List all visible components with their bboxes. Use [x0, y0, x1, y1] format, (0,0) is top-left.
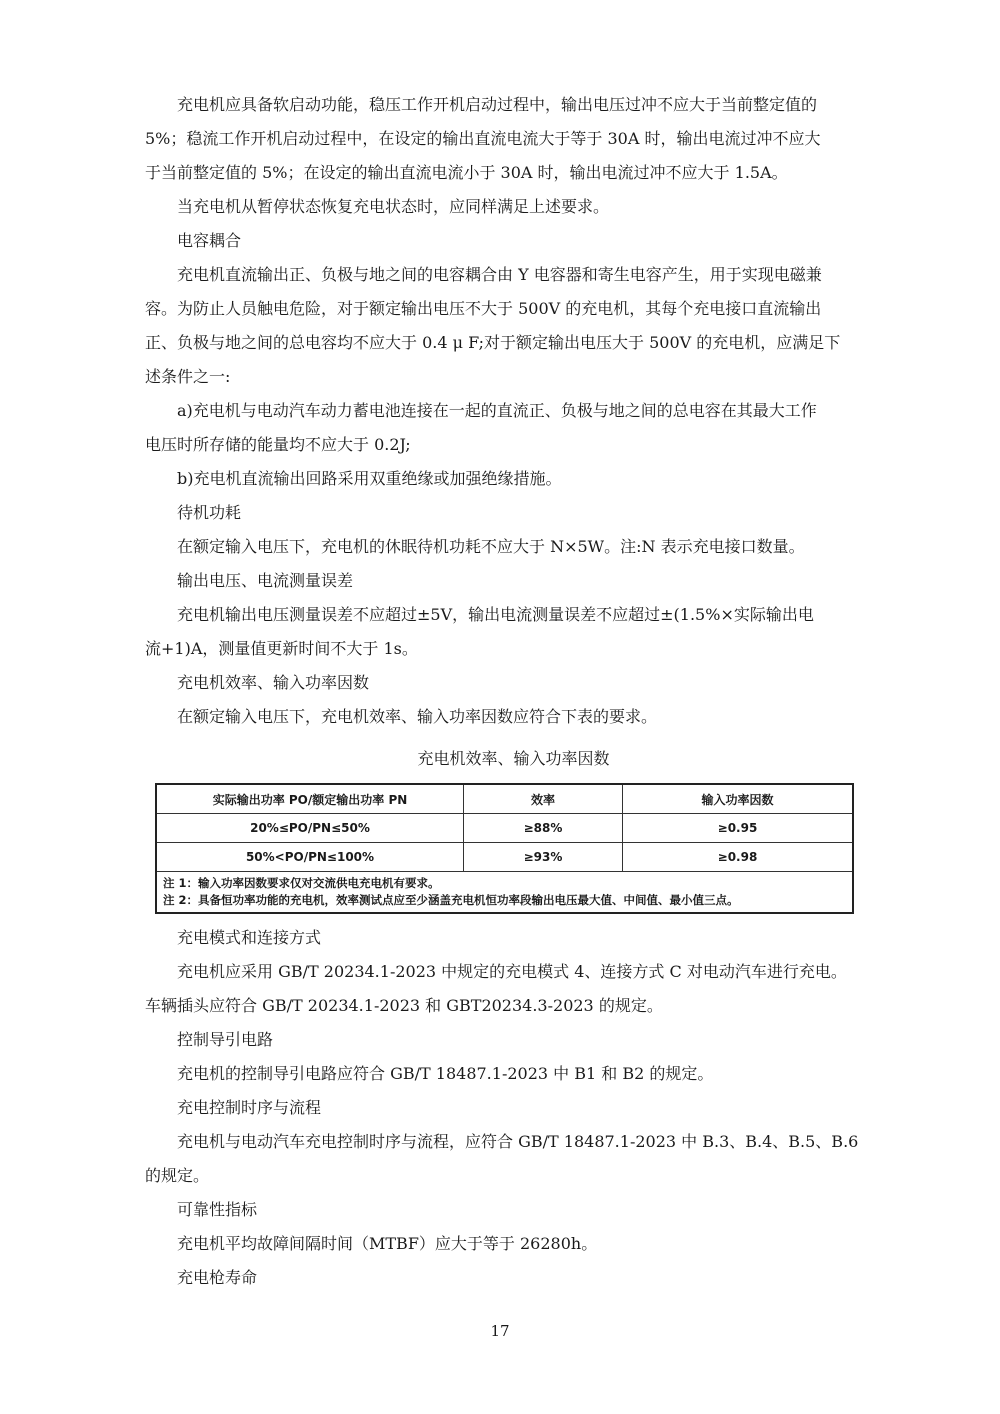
text-line: 的规定。 — [145, 1166, 210, 1185]
body-text-lower — [145, 921, 882, 1295]
body-text-upper — [145, 88, 882, 734]
text-line: 在额定输入电压下，充电机效率、输入功率因数应符合下表的要求。 — [177, 707, 658, 726]
text-line: 充电机效率、输入功率因数 — [177, 673, 370, 692]
text-line: a)充电机与电动汽车动力蓄电池连接在一起的直流正、负极与地之间的总电容在其最大工作 — [177, 401, 817, 420]
text-line: 充电机的控制导引电路应符合 GB/T 18487.1-2023 中 B1 和 B2 的规定。 — [177, 1064, 714, 1083]
table-title: 充电机效率、输入功率因数 — [417, 749, 610, 768]
text-line: 充电控制时序与流程 — [177, 1098, 322, 1117]
text-line: 充电机平均故障间隔时间（MTBF）应大于等于 26280h。 — [177, 1234, 598, 1253]
efficiency-table — [155, 783, 854, 914]
text-line: 可靠性指标 — [177, 1200, 258, 1219]
table-notes — [157, 872, 852, 912]
text-line: 正、负极与地之间的总电容均不应大于 0.4 μ F;对于额定输出电压大于 500V 的充电机，应满足下 — [145, 333, 841, 352]
text-line: 5%；稳流工作开机启动过程中，在设定的输出直流电流大于等于 30A 时，输出电流过冲不应大 — [145, 129, 821, 148]
cell-power-ratio: 50%<PO/PN≤100% — [157, 843, 464, 871]
text-line: 电压时所存储的能量均不应大于 0.2J; — [145, 435, 411, 454]
text-line: 车辆插头应符合 GB/T 20234.1-2023 和 GBT20234.3-2023 的规定。 — [145, 996, 663, 1015]
text-line: 当充电机从暂停状态恢复充电状态时，应同样满足上述要求。 — [177, 197, 610, 216]
text-line: 电容耦合 — [177, 231, 242, 250]
cell-power-factor: ≥0.95 — [717, 821, 758, 835]
text-line: 充电机输出电压测量误差不应超过±5V，输出电流测量误差不应超过±(1.5%×实际输出电 — [177, 605, 814, 624]
text-line: 充电机应具备软启动功能，稳压工作开机启动过程中，输出电压过冲不应大于当前整定值的 — [177, 95, 818, 114]
text-line: 充电模式和连接方式 — [177, 928, 322, 947]
text-line: 在额定输入电压下，充电机的休眠待机功耗不应大于 N×5W。注:N 表示充电接口数量。 — [177, 537, 805, 556]
text-line: 充电枪寿命 — [177, 1268, 258, 1287]
table-row — [157, 814, 852, 843]
page-number: 17 — [490, 1322, 510, 1340]
cell-efficiency: ≥88% — [464, 814, 623, 842]
header-power-factor: 输入功率因数 — [701, 792, 774, 807]
cell-power-ratio: 20%≤PO/PN≤50% — [157, 814, 464, 842]
cell-efficiency: ≥93% — [464, 843, 623, 871]
text-line: 充电机应采用 GB/T 20234.1-2023 中规定的充电模式 4、连接方式 C 对电动汽车进行充电。 — [177, 962, 847, 981]
cell-power-factor: ≥0.98 — [717, 850, 758, 864]
text-line: 充电机直流输出正、负极与地之间的电容耦合由 Y 电容器和寄生电容产生，用于实现电磁兼 — [177, 265, 822, 284]
header-efficiency: 效率 — [464, 785, 623, 813]
table-note: 注 1：输入功率因数要求仅对交流供电充电机有要求。 — [163, 876, 440, 890]
table-header-row — [157, 785, 852, 814]
text-line: 于当前整定值的 5%；在设定的输出直流电流小于 30A 时，输出电流过冲不应大于 1.5A。 — [145, 163, 788, 182]
text-line: 述条件之一: — [145, 367, 231, 386]
text-line: 容。为防止人员触电危险，对于额定输出电压不大于 500V 的充电机，其每个充电接口直流输出 — [145, 299, 822, 318]
text-line: 控制导引电路 — [177, 1030, 274, 1049]
table-note: 注 2：具备恒功率功能的充电机，效率测试点应至少涵盖充电机恒功率段输出电压最大值、中间值、最小值三点。 — [163, 893, 739, 907]
table-row — [157, 843, 852, 872]
text-line: b)充电机直流输出回路采用双重绝缘或加强绝缘措施。 — [177, 469, 562, 488]
text-line: 流+1)A，测量值更新时间不大于 1s。 — [145, 639, 418, 658]
text-line: 输出电压、电流测量误差 — [177, 571, 354, 590]
text-line: 充电机与电动汽车充电控制时序与流程，应符合 GB/T 18487.1-2023 中 B.3、B.4、B.5、B.6 — [177, 1132, 859, 1151]
text-line: 待机功耗 — [177, 503, 242, 522]
header-power-ratio: 实际输出功率 PO/额定输出功率 PN — [157, 785, 464, 813]
